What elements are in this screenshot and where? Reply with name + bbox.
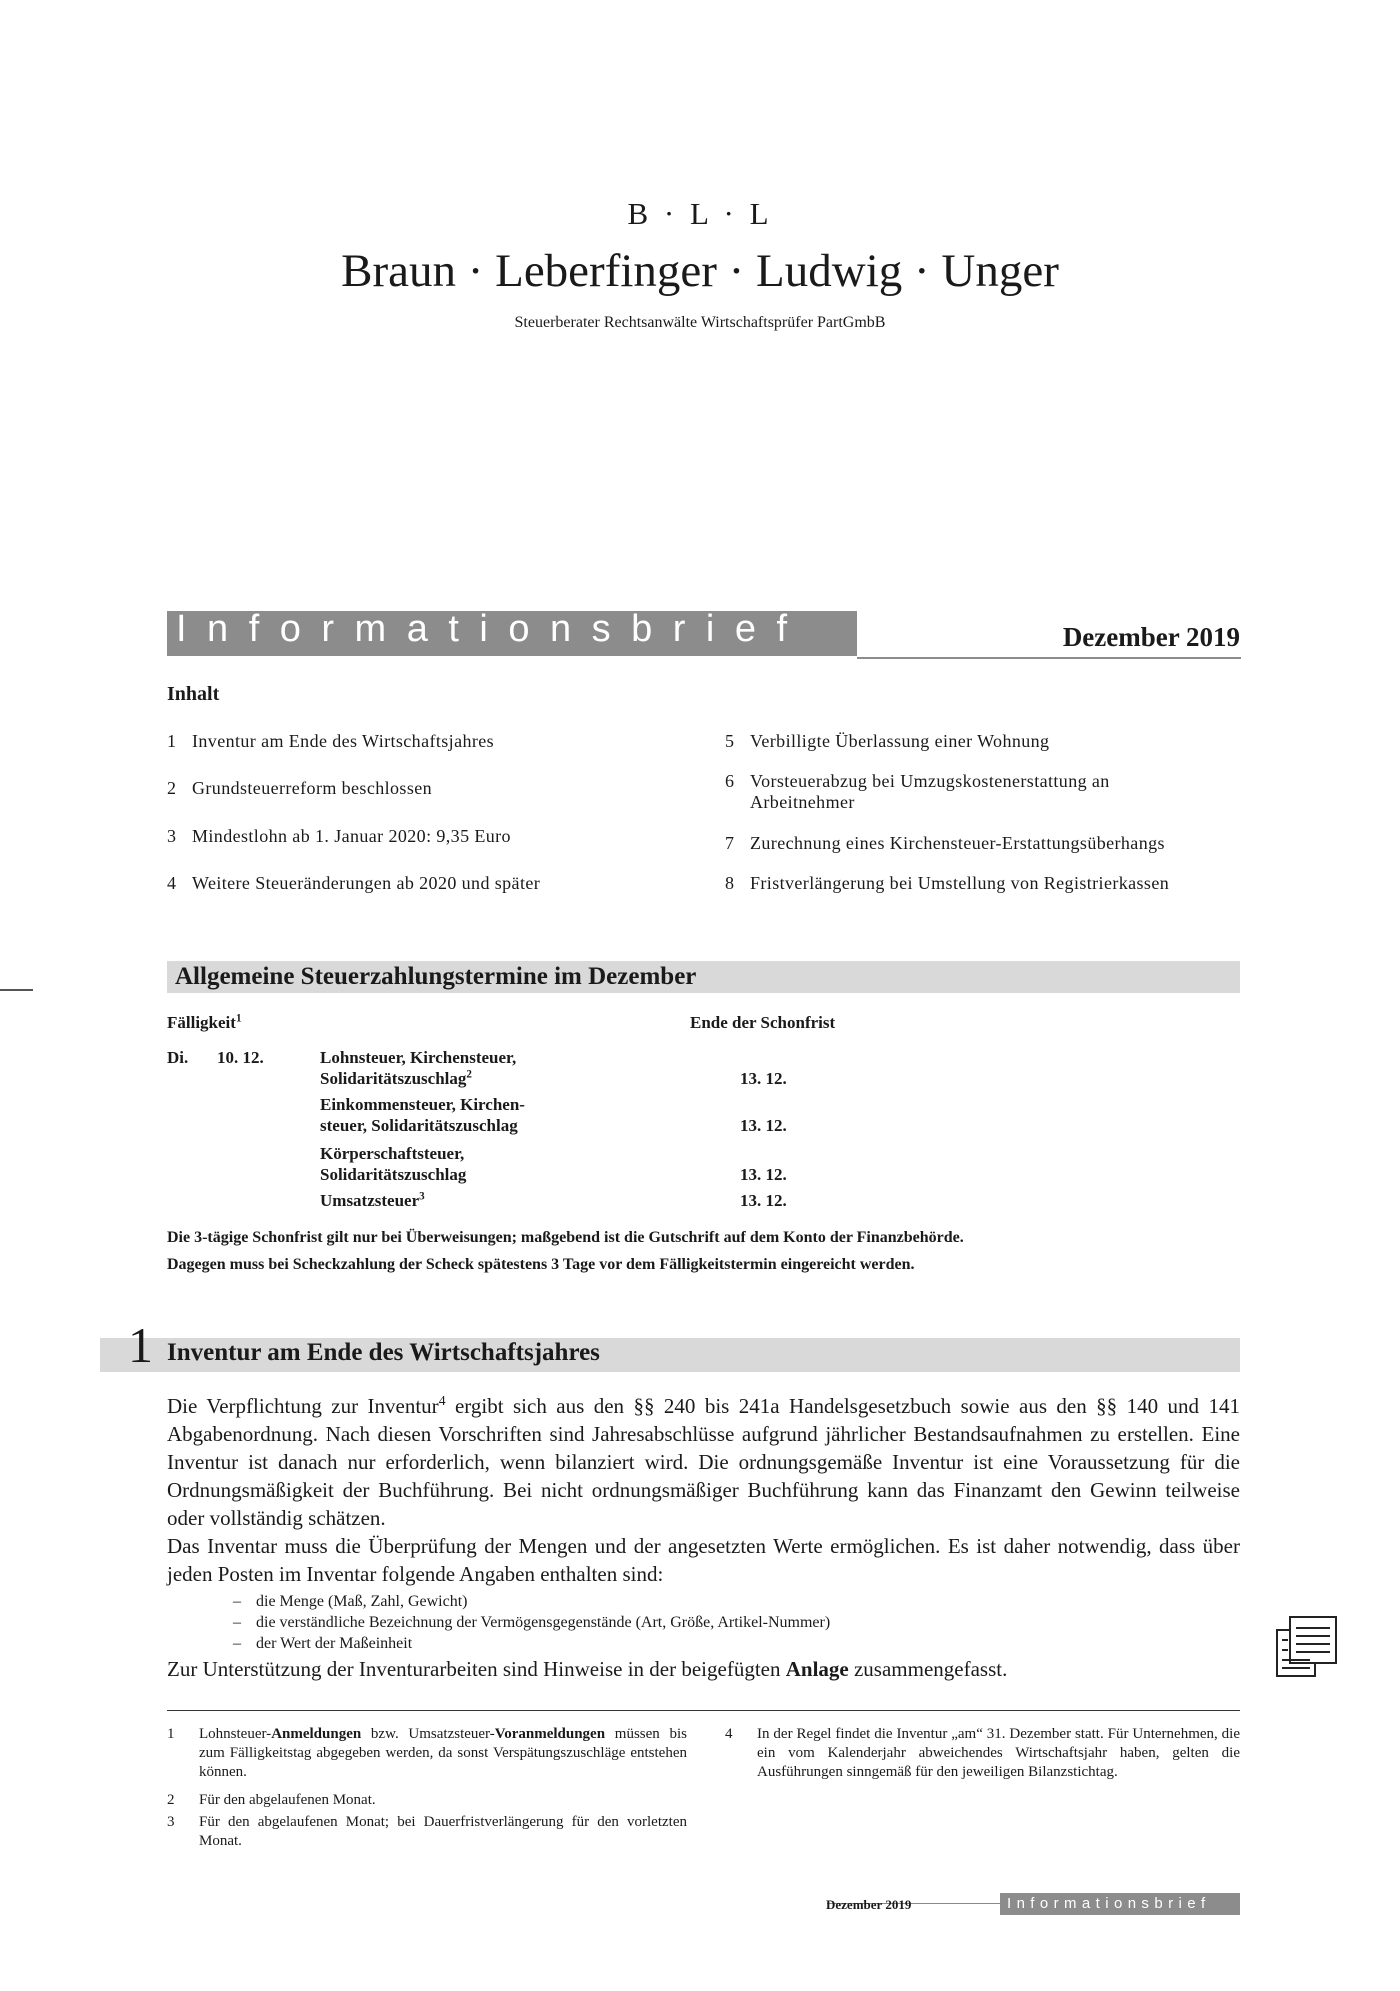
footnote: [167, 1791, 687, 1811]
list-item-text: die Menge (Maß, Zahl, Gewicht): [256, 1593, 468, 1610]
footnote-text: Für den abgelaufenen Monat.: [199, 1792, 376, 1808]
section-1-paragraph-3: [167, 1655, 1240, 1683]
toc-text: Grundsteuerreform beschlossen: [192, 778, 433, 798]
grace-date: 13. 12.: [740, 1165, 787, 1184]
bullet-list: [233, 1591, 1133, 1654]
footnote-text: bzw. Umsatzsteuer-: [361, 1726, 495, 1742]
footer-date: Dezember 2019: [826, 1897, 912, 1912]
col-grace-header: Ende der Schonfrist: [690, 1013, 836, 1032]
footnote-text: Anmeldungen: [271, 1726, 362, 1742]
toc-text: Fristverlängerung bei Umstellung von Registrierkassen: [750, 873, 1170, 893]
tax-name-line1: Umsatzsteuer: [320, 1191, 420, 1210]
toc-item[interactable]: [167, 778, 687, 800]
toc-text: Zurechnung eines Kirchensteuer-Erstattungsüberhangs: [750, 833, 1165, 853]
toc-item[interactable]: [725, 731, 1245, 753]
firm-name: Braun · Leberfinger · Ludwig · Unger: [341, 245, 1059, 297]
document-title: Informationsbrief: [176, 608, 808, 650]
paragraph-text: Zur Unterstützung der Inventurarbeiten sind Hinweise in der beigefügten: [167, 1657, 786, 1681]
footnote-ref: 4: [438, 1393, 446, 1408]
issue-date: Dezember 2019: [1062, 622, 1240, 652]
section-1-paragraph-2: Das Inventar muss die Überprüfung der Mengen und der angesetzten Werte ermöglichen. Es ist daher notwendig, dass über jeden Posten im Inventar folgende Angaben enthalten sind:: [167, 1534, 1240, 1586]
footnote-number: 4: [725, 1726, 733, 1742]
list-item: [233, 1591, 1133, 1612]
list-item-text: die verständliche Bezeichnung der Vermögensgegenstände (Art, Größe, Artikel-Nummer): [256, 1614, 831, 1631]
section-1-heading: Inventur am Ende des Wirtschaftsjahres: [167, 1339, 600, 1366]
bullet-marker: –: [233, 1614, 241, 1631]
toc-text: Verbilligte Überlassung einer Wohnung: [750, 731, 1050, 751]
tax-name-line2: steuer, Solidaritätszuschlag: [320, 1116, 518, 1135]
toc-number: 1: [167, 731, 177, 751]
grace-date: 13. 12.: [740, 1069, 787, 1088]
tax-name-line2: Solidaritätszuschlag: [320, 1165, 467, 1184]
footnote-number: 2: [167, 1792, 175, 1808]
list-item: [233, 1633, 1133, 1654]
tax-name-line2: Solidaritätszuschlag: [320, 1069, 467, 1088]
paragraph-text: ergibt sich aus den §§ 240 bis 241a Handelsgesetzbuch sowie aus den §§ 140 und 141 Abgabenordnung. Nach diesen Vorschriften sind Jahresabschlüsse aufgrund jährlicher Bestandsaufnahmen zu erstellen. Eine Inventur ist danach nur erforderlich, wenn bilanziert wird. Die ordnungsgemäße Inventur ist eine Voraussetzung für die Ordnungsmäßigkeit der Buchführung. Bei nicht ordnungsmäßiger Buchführung kann das Finanzamt den Gewinn teilweise oder vollständig schätzen.: [167, 1394, 1240, 1530]
margin-mark: [0, 989, 33, 991]
toc-number: 6: [725, 771, 735, 791]
toc-item[interactable]: [725, 873, 1245, 895]
grace-note: Die 3-tägige Schonfrist gilt nur bei Überweisungen; maßgebend ist die Gutschrift auf dem Konto der Finanzbehörde.: [167, 1229, 964, 1246]
due-date: 10. 12.: [217, 1048, 264, 1067]
footnote-text: Für den abgelaufenen Monat; bei Dauerfristverlängerung für den vorletzten Monat.: [199, 1814, 687, 1849]
firm-initials: B · L · L: [627, 196, 773, 231]
toc-text: Weitere Steueränderungen ab 2020 und später: [192, 873, 541, 893]
section-1-number: 1: [128, 1317, 153, 1373]
title-rule: [857, 657, 1241, 659]
footnote: [167, 1725, 687, 1783]
tax-name-line1: Einkommensteuer, Kirchen-: [320, 1095, 525, 1114]
toc-text: Mindestlohn ab 1. Januar 2020: 9,35 Euro: [192, 826, 511, 846]
paragraph-text: zusammengefasst.: [848, 1657, 1008, 1681]
toc-item[interactable]: [167, 873, 687, 895]
tax-name-line1: Lohnsteuer, Kirchensteuer,: [320, 1048, 517, 1067]
bullet-marker: –: [233, 1593, 241, 1610]
tax-row: [320, 1143, 466, 1185]
toc-item[interactable]: [725, 771, 1245, 815]
grace-date: 13. 12.: [740, 1116, 787, 1135]
toc-number: 4: [167, 873, 177, 893]
toc-number: 8: [725, 873, 735, 893]
tax-name-line1: Körperschaftsteuer,: [320, 1144, 465, 1163]
footnote-text: In der Regel findet die Inventur „am“ 31. Dezember statt. Für Unternehmen, die ein vom Kalenderjahr abweichendes Wirtschaftsjahr haben, gelten die Ausführungen sinngemäß für den jeweiligen Bilanzstichtag.: [757, 1726, 1240, 1780]
firm-subtitle: Steuerberater Rechtsanwälte Wirtschaftsprüfer PartGmbB: [514, 314, 886, 331]
toc-item[interactable]: [167, 826, 687, 848]
toc-text: Vorsteuerabzug bei Umzugskostenerstattung an Arbeitnehmer: [750, 771, 1110, 812]
toc-item[interactable]: [167, 731, 687, 753]
bullet-marker: –: [233, 1635, 241, 1652]
tax-dates-heading: Allgemeine Steuerzahlungstermine im Dezember: [175, 963, 697, 990]
col-due-label: Fälligkeit: [167, 1013, 236, 1032]
due-day: Di.: [167, 1048, 189, 1067]
contents-heading: Inhalt: [167, 683, 220, 705]
paragraph-text: Die Verpflichtung zur Inventur: [167, 1394, 439, 1418]
cheque-note: Dagegen muss bei Scheckzahlung der Scheck spätestens 3 Tage vor dem Fälligkeitstermin eingereicht werden.: [167, 1256, 915, 1273]
col-due-header: [167, 1012, 241, 1033]
footnote-text: Voranmeldungen: [494, 1726, 606, 1742]
footnote-text: müssen bis zum Fälligkeitstag abgegeben werden, da sonst Verspätungszuschläge entstehen können.: [199, 1726, 687, 1780]
tax-footnote: 3: [419, 1190, 425, 1203]
toc-number: 2: [167, 778, 177, 798]
toc-number: 5: [725, 731, 735, 751]
footnote-separator: [167, 1710, 1240, 1711]
section-1-paragraph-1: [167, 1392, 1240, 1532]
list-item-text: der Wert der Maßeinheit: [256, 1635, 413, 1652]
toc-number: 7: [725, 833, 735, 853]
tax-row: [320, 1047, 516, 1089]
tax-row: [320, 1190, 425, 1211]
col-due-footnote: 1: [235, 1012, 242, 1025]
footnote: [725, 1725, 1240, 1803]
document-list-icon[interactable]: [1276, 1616, 1338, 1678]
footer-label: Informationsbrief: [1007, 1895, 1211, 1912]
toc-item[interactable]: [725, 833, 1245, 855]
tax-row: [320, 1094, 525, 1136]
list-item: [233, 1612, 1133, 1633]
toc-text: Inventur am Ende des Wirtschaftsjahres: [192, 731, 495, 751]
footnote-text: Lohnsteuer-: [199, 1726, 272, 1742]
footnote: [167, 1813, 687, 1853]
toc-number: 3: [167, 826, 177, 846]
grace-date: 13. 12.: [740, 1191, 787, 1210]
tax-footnote: 2: [466, 1068, 472, 1081]
footnote-number: 1: [167, 1726, 175, 1742]
attachment-link[interactable]: Anlage: [785, 1657, 849, 1681]
footnote-number: 3: [167, 1814, 175, 1830]
